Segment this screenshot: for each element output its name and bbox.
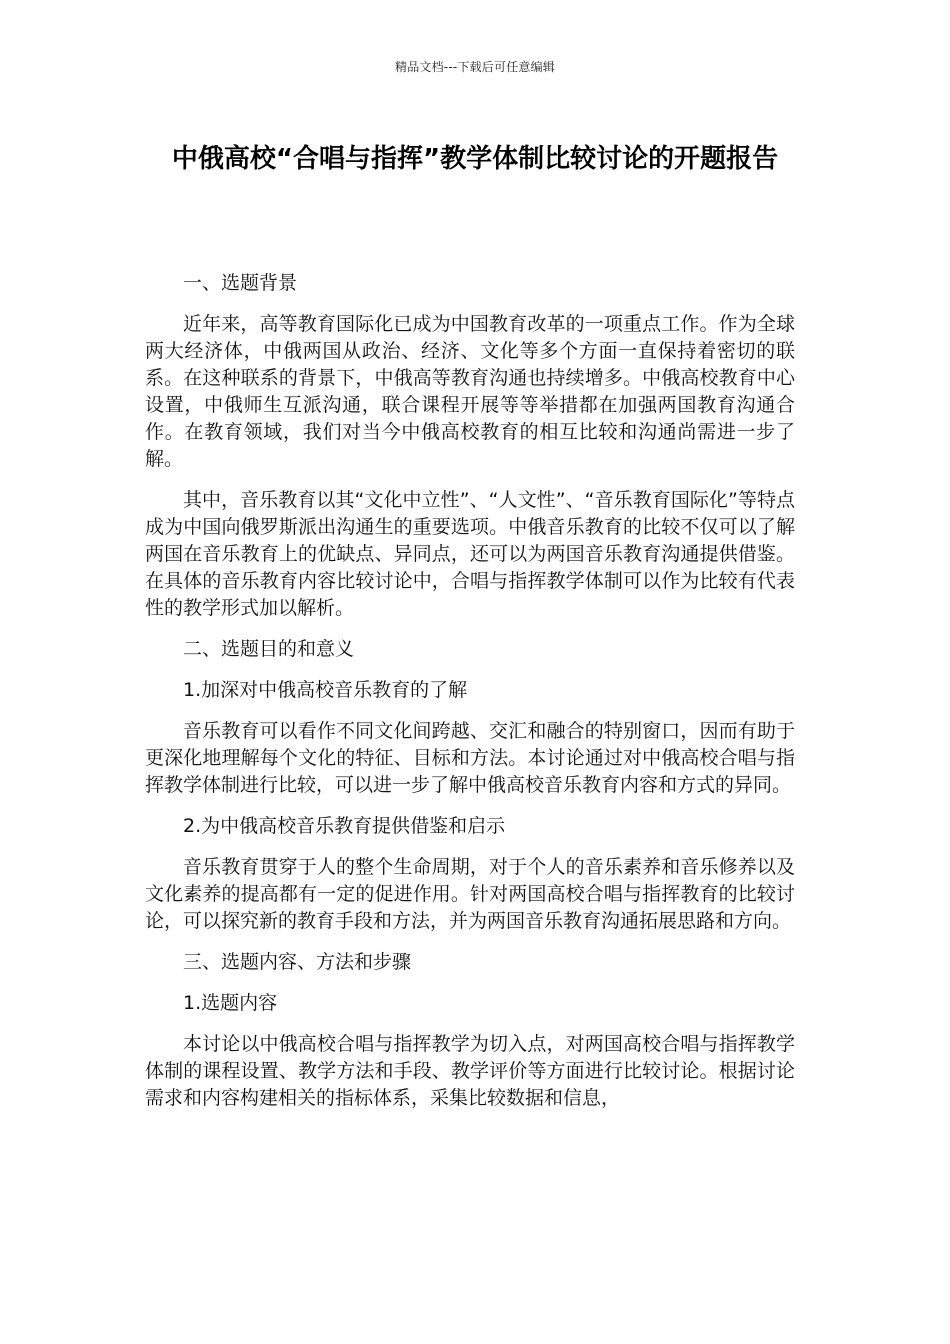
paragraph: 近年来，高等教育国际化已成为中国教育改革的一项重点工作。作为全球两大经济体，中俄两国从政治、经济、文化等多个方面一直保持着密切的联系。在这种联系的背景下，中俄高等教育沟通也持续增多。中俄高校教育中心设置，中俄师生互派沟通，联合课程开展等等举措都在加强两国教育沟通合作。在教育领域，我们对当今中俄高校教育的相互比较和沟通尚需进一步了解。	[145, 313, 795, 470]
section-heading-purpose: 二、选题目的和意义	[183, 638, 355, 660]
section-heading-content-methods: 三、选题内容、方法和步骤	[183, 951, 412, 973]
section-heading-background: 一、选题背景	[183, 272, 298, 294]
subsection-heading: 1.选题内容	[183, 992, 278, 1014]
subsection-heading: 2.为中俄高校音乐教育提供借鉴和启示	[183, 815, 506, 837]
subsection-heading: 1.加深对中俄高校音乐教育的了解	[183, 679, 468, 701]
paragraph: 音乐教育可以看作不同文化间跨越、交汇和融合的特别窗口，因而有助于更深化地理解每个文化的特征、目标和方法。本讨论通过对中俄高校合唱与指挥教学体制进行比较，可以进一步了解中俄高校音乐教育内容和方式的异同。	[145, 720, 795, 796]
paragraph: 音乐教育贯穿于人的整个生命周期，对于个人的音乐素养和音乐修养以及文化素养的提高都有一定的促进作用。针对两国高校合唱与指挥教育的比较讨论，可以探究新的教育手段和方法，并为两国音乐教育沟通拓展思路和方向。	[145, 856, 795, 932]
paragraph: 其中，音乐教育以其“文化中立性”、“人文性”、“音乐教育国际化”等特点成为中国向俄罗斯派出沟通生的重要选项。中俄音乐教育的比较不仅可以了解两国在音乐教育上的优缺点、异同点，还可以为两国音乐教育沟通提供借鉴。在具体的音乐教育内容比较讨论中，合唱与指挥教学体制可以作为比较有代表性的教学形式加以解析。	[145, 489, 795, 619]
page-header: 精品文档---下载后可任意编辑	[395, 60, 555, 74]
document-title: 中俄高校“合唱与指挥”教学体制比较讨论的开题报告	[171, 144, 779, 174]
document-body	[145, 270, 795, 1126]
paragraph: 本讨论以中俄高校合唱与指挥教学为切入点，对两国高校合唱与指挥教学体制的课程设置、教学方法和手段、教学评价等方面进行比较讨论。根据讨论需求和内容构建相关的指标体系，采集比较数据和信息，	[145, 1033, 795, 1109]
